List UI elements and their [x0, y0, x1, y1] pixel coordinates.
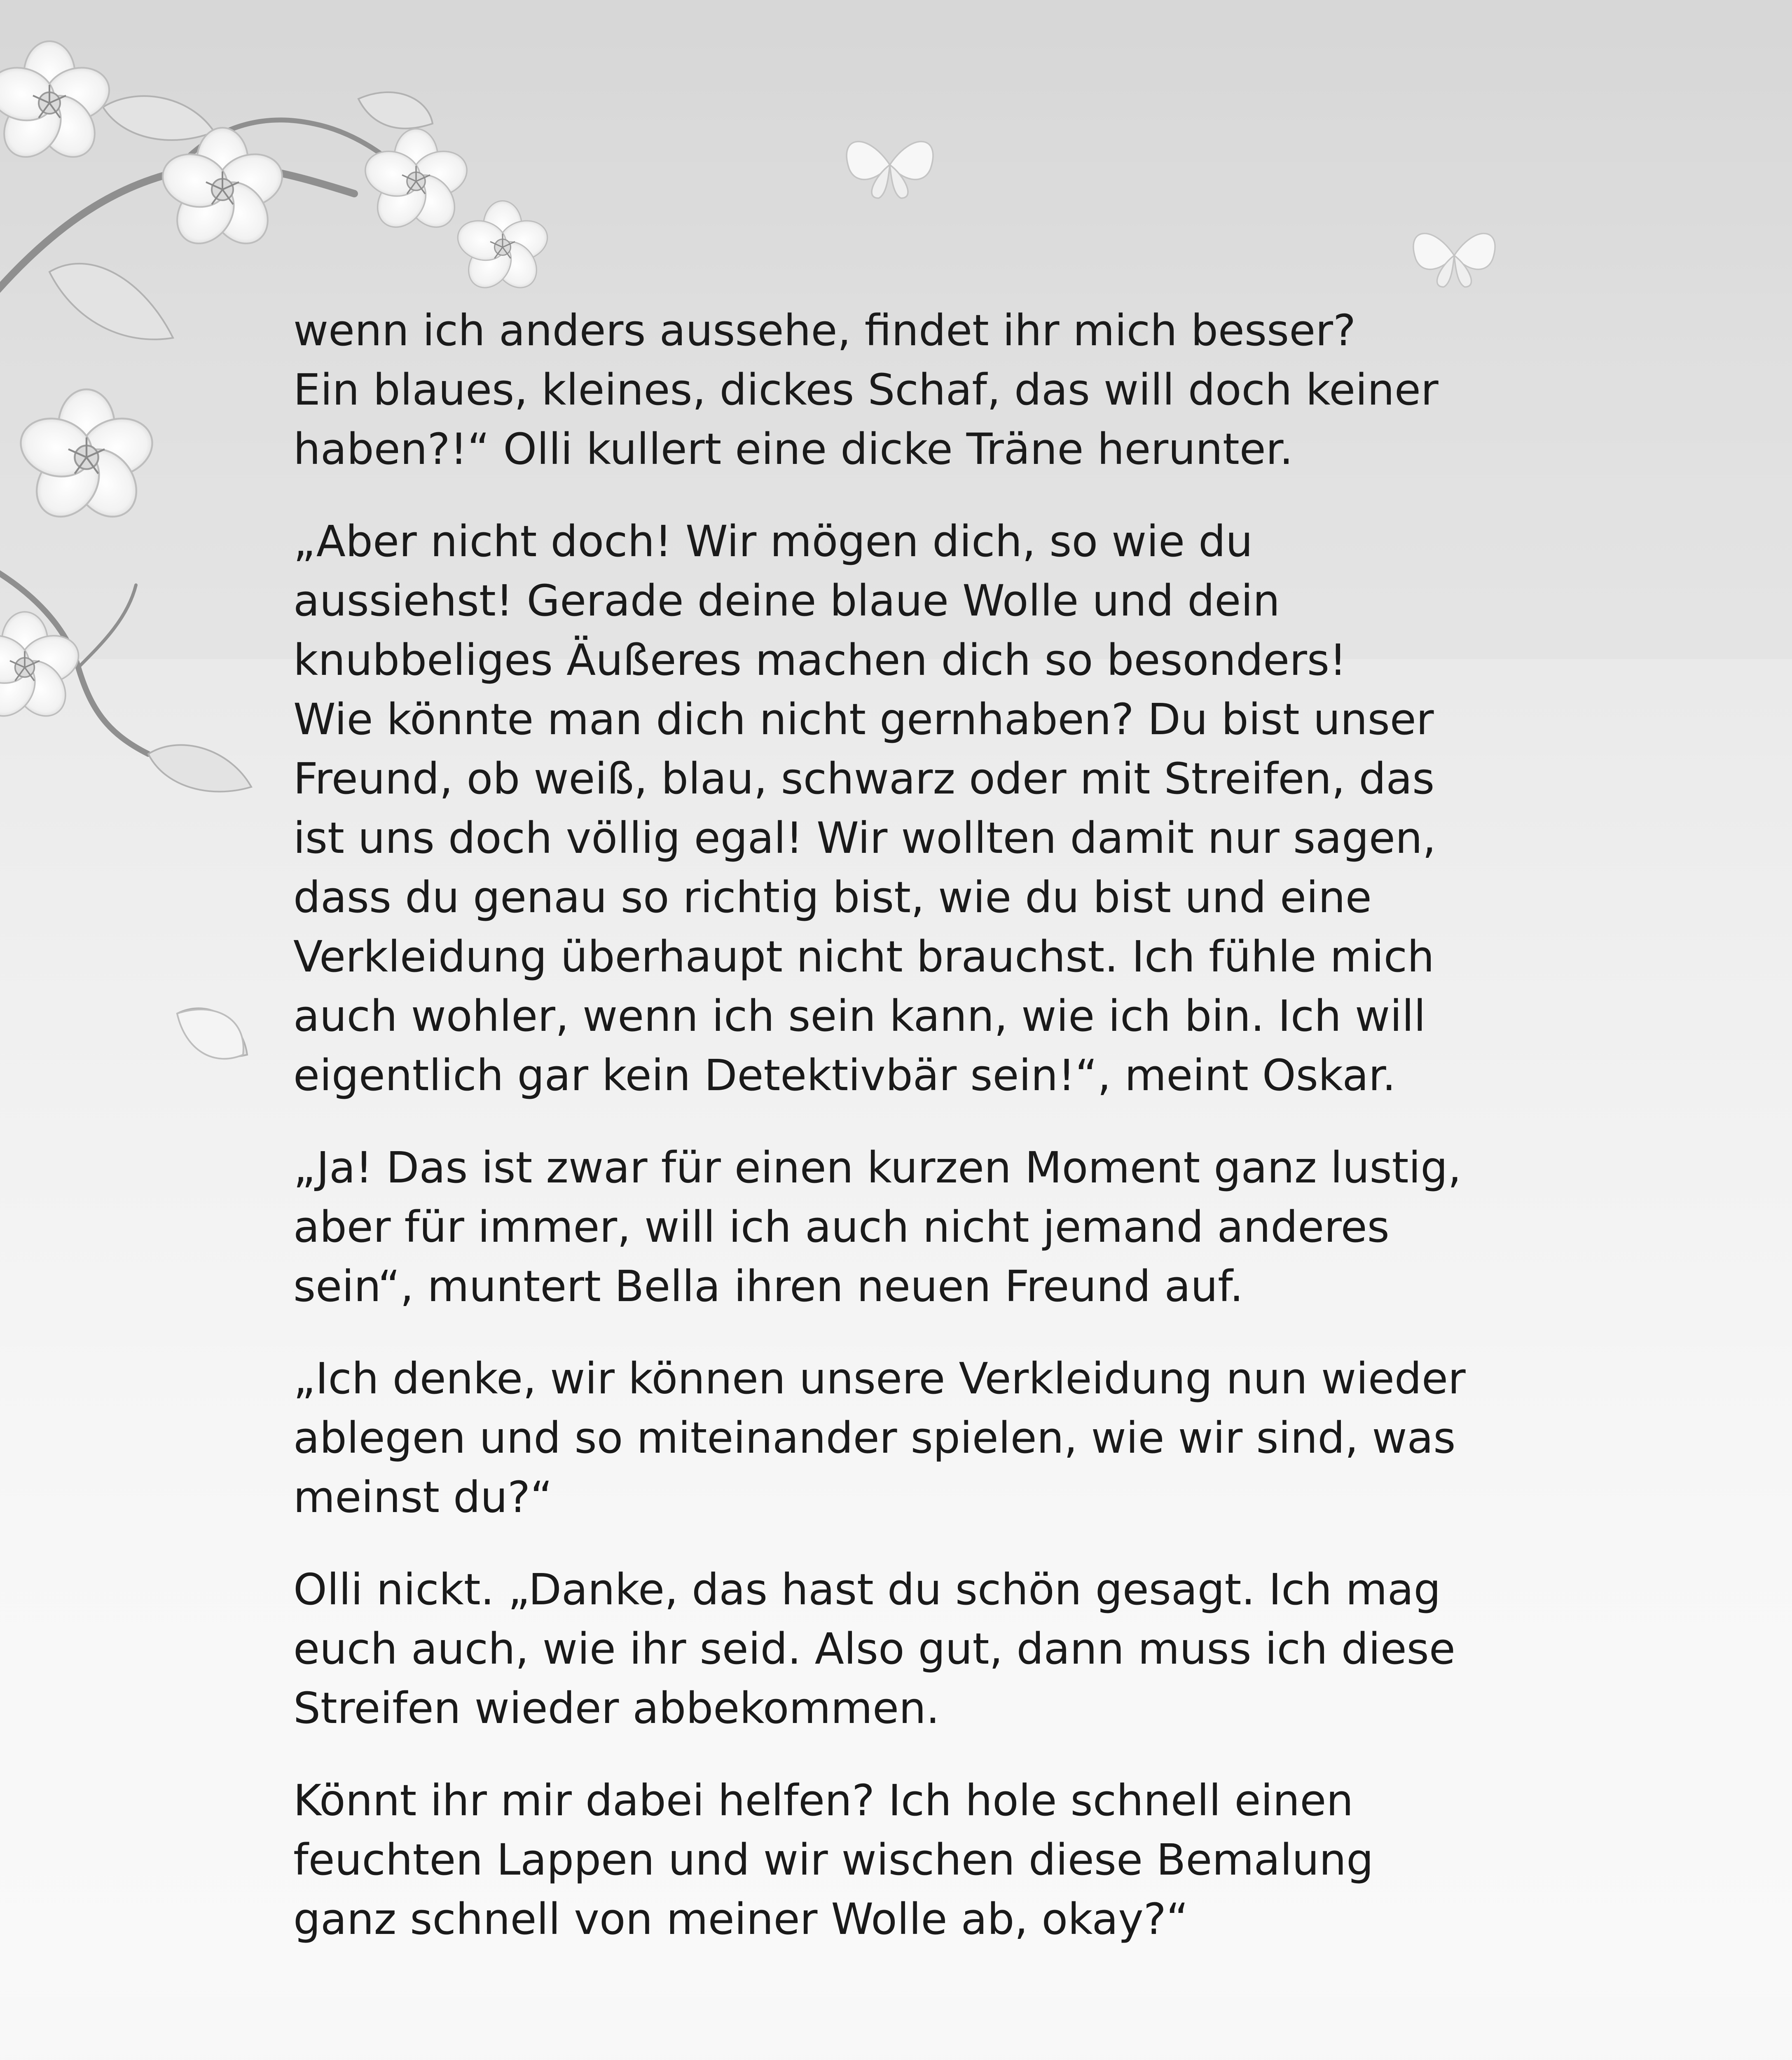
text-line: ganz schnell von meiner Wolle ab, okay?“ [293, 1894, 1188, 1944]
text-line: „Ich denke, wir können unsere Verkleidung nun wieder [293, 1353, 1466, 1404]
text-line: meinst du?“ [293, 1472, 553, 1522]
paragraph-5 [293, 1560, 1480, 1738]
paragraph-6 [293, 1771, 1480, 1949]
text-line: Freund, ob weiß, blau, schwarz oder mit Streifen, das [293, 754, 1435, 804]
text-line: ablegen und so miteinander spielen, wie wir sind, was [293, 1413, 1456, 1463]
text-line: ist uns doch völlig egal! Wir wollten damit nur sagen, [293, 813, 1436, 863]
text-line: auch wohler, wenn ich sein kann, wie ich bin. Ich will [293, 991, 1426, 1041]
paragraph-3 [293, 1138, 1480, 1316]
text-line: feuchten Lappen und wir wischen diese Bemalung [293, 1835, 1374, 1885]
text-line: Streifen wieder abbekommen. [293, 1683, 940, 1733]
text-line: aber für immer, will ich auch nicht jemand anderes [293, 1202, 1390, 1252]
text-line: „Aber nicht doch! Wir mögen dich, so wie du [293, 516, 1253, 566]
text-line: wenn ich anders aussehe, findet ihr mich besser? [293, 305, 1356, 356]
text-line: Wie könnte man dich nicht gernhaben? Du bist unser [293, 694, 1434, 744]
paragraph-1 [293, 301, 1480, 479]
text-line: Verkleidung überhaupt nicht brauchst. Ich fühle mich [293, 932, 1434, 982]
text-line: Olli nickt. „Danke, das hast du schön gesagt. Ich mag [293, 1564, 1441, 1615]
story-text [293, 301, 1480, 1982]
text-line: haben?!“ Olli kullert eine dicke Träne herunter. [293, 424, 1293, 474]
text-line: eigentlich gar kein Detektivbär sein!“, meint Oskar. [293, 1050, 1396, 1100]
paragraph-4 [293, 1349, 1480, 1527]
text-line: dass du genau so richtig bist, wie du bist und eine [293, 872, 1372, 922]
text-line: aussiehst! Gerade deine blaue Wolle und dein [293, 576, 1280, 626]
text-line: Könnt ihr mir dabei helfen? Ich hole schnell einen [293, 1775, 1354, 1826]
text-line: euch auch, wie ihr seid. Also gut, dann muss ich diese [293, 1624, 1455, 1674]
text-line: sein“, muntert Bella ihren neuen Freund auf. [293, 1261, 1244, 1311]
text-line: „Ja! Das ist zwar für einen kurzen Moment ganz lustig, [293, 1142, 1462, 1193]
paragraph-2 [293, 512, 1480, 1105]
text-line: Ein blaues, kleines, dickes Schaf, das will doch keiner [293, 365, 1439, 415]
text-line: knubbeliges Äußeres machen dich so besonders! [293, 635, 1347, 685]
